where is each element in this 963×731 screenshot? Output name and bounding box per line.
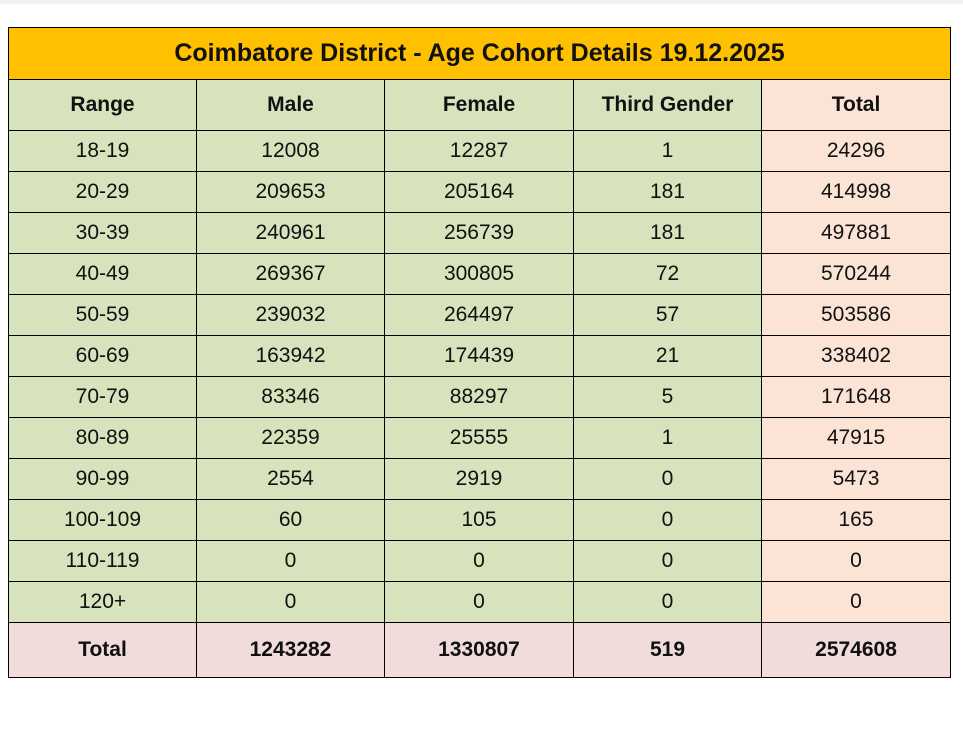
age-cohort-sheet xyxy=(8,27,950,678)
cell-male: 239032 xyxy=(197,295,385,336)
cell-third-gender: 0 xyxy=(574,500,762,541)
cell-male: 60 xyxy=(197,500,385,541)
table-row xyxy=(9,336,951,377)
cell-female: 205164 xyxy=(385,172,574,213)
cell-range: 18-19 xyxy=(9,131,197,172)
age-cohort-table xyxy=(8,27,951,678)
cell-female: 174439 xyxy=(385,336,574,377)
header-third-gender: Third Gender xyxy=(574,80,762,131)
cell-total: 0 xyxy=(762,582,951,623)
cell-female: 25555 xyxy=(385,418,574,459)
totals-female: 1330807 xyxy=(385,623,574,678)
cell-female: 88297 xyxy=(385,377,574,418)
cell-third-gender: 1 xyxy=(574,418,762,459)
cell-female: 256739 xyxy=(385,213,574,254)
cell-total: 165 xyxy=(762,500,951,541)
cell-range: 60-69 xyxy=(9,336,197,377)
table-row xyxy=(9,500,951,541)
table-row xyxy=(9,418,951,459)
cell-third-gender: 0 xyxy=(574,459,762,500)
cell-total: 570244 xyxy=(762,254,951,295)
header-female: Female xyxy=(385,80,574,131)
cell-range: 20-29 xyxy=(9,172,197,213)
cell-total: 338402 xyxy=(762,336,951,377)
cell-third-gender: 21 xyxy=(574,336,762,377)
cell-range: 120+ xyxy=(9,582,197,623)
cell-female: 300805 xyxy=(385,254,574,295)
cell-male: 240961 xyxy=(197,213,385,254)
cell-third-gender: 0 xyxy=(574,582,762,623)
cell-female: 105 xyxy=(385,500,574,541)
header-row xyxy=(9,80,951,131)
cell-range: 40-49 xyxy=(9,254,197,295)
table-row xyxy=(9,131,951,172)
cell-range: 50-59 xyxy=(9,295,197,336)
cell-range: 30-39 xyxy=(9,213,197,254)
top-divider xyxy=(0,0,963,4)
table-row xyxy=(9,541,951,582)
cell-male: 0 xyxy=(197,541,385,582)
cell-female: 0 xyxy=(385,582,574,623)
cell-third-gender: 181 xyxy=(574,172,762,213)
table-title: Coimbatore District - Age Cohort Details 19.12.2025 xyxy=(9,28,951,80)
cell-female: 2919 xyxy=(385,459,574,500)
cell-total: 503586 xyxy=(762,295,951,336)
cell-third-gender: 0 xyxy=(574,541,762,582)
cell-third-gender: 1 xyxy=(574,131,762,172)
cell-male: 0 xyxy=(197,582,385,623)
cell-male: 12008 xyxy=(197,131,385,172)
cell-male: 163942 xyxy=(197,336,385,377)
cell-total: 0 xyxy=(762,541,951,582)
header-total: Total xyxy=(762,80,951,131)
totals-row xyxy=(9,623,951,678)
title-row xyxy=(9,28,951,80)
cell-range: 100-109 xyxy=(9,500,197,541)
cell-range: 70-79 xyxy=(9,377,197,418)
table-row xyxy=(9,582,951,623)
table-body xyxy=(9,131,951,623)
cell-third-gender: 181 xyxy=(574,213,762,254)
totals-male: 1243282 xyxy=(197,623,385,678)
cell-third-gender: 5 xyxy=(574,377,762,418)
cell-total: 47915 xyxy=(762,418,951,459)
totals-third-gender: 519 xyxy=(574,623,762,678)
cell-male: 2554 xyxy=(197,459,385,500)
cell-female: 264497 xyxy=(385,295,574,336)
table-row xyxy=(9,377,951,418)
cell-male: 83346 xyxy=(197,377,385,418)
table-row xyxy=(9,295,951,336)
totals-grand-total: 2574608 xyxy=(762,623,951,678)
header-male: Male xyxy=(197,80,385,131)
cell-total: 414998 xyxy=(762,172,951,213)
cell-total: 171648 xyxy=(762,377,951,418)
table-row xyxy=(9,459,951,500)
cell-total: 24296 xyxy=(762,131,951,172)
cell-range: 90-99 xyxy=(9,459,197,500)
table-row xyxy=(9,213,951,254)
cell-male: 22359 xyxy=(197,418,385,459)
cell-female: 0 xyxy=(385,541,574,582)
cell-female: 12287 xyxy=(385,131,574,172)
cell-total: 5473 xyxy=(762,459,951,500)
cell-range: 110-119 xyxy=(9,541,197,582)
cell-range: 80-89 xyxy=(9,418,197,459)
table-row xyxy=(9,254,951,295)
totals-label: Total xyxy=(9,623,197,678)
header-range: Range xyxy=(9,80,197,131)
cell-male: 269367 xyxy=(197,254,385,295)
cell-third-gender: 72 xyxy=(574,254,762,295)
cell-total: 497881 xyxy=(762,213,951,254)
cell-third-gender: 57 xyxy=(574,295,762,336)
table-row xyxy=(9,172,951,213)
cell-male: 209653 xyxy=(197,172,385,213)
